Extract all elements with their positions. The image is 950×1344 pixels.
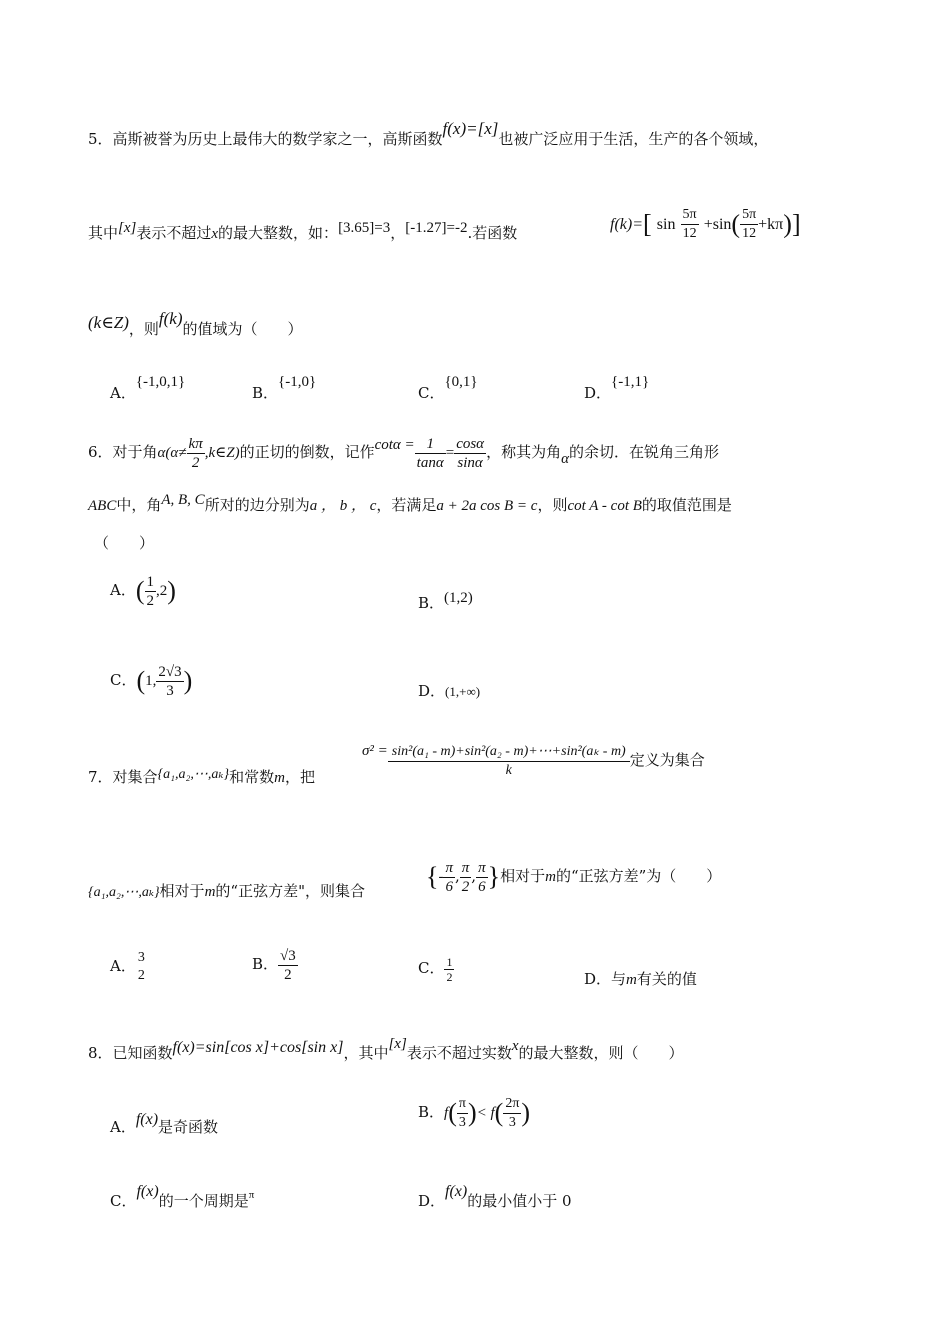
q5-text: ，则: [128, 320, 159, 338]
q6-text: 的余切．在锐角三角形: [568, 443, 719, 461]
q5-option-b[interactable]: [252, 374, 317, 403]
q6-line1: [88, 432, 719, 473]
q6-cot: cotα =: [374, 437, 415, 453]
q5-line1: [88, 119, 769, 150]
q6-option-c[interactable]: [110, 658, 192, 703]
q7-set: {a₁,a₂,⋯,aₖ}: [88, 885, 160, 900]
numerator: π: [445, 859, 453, 876]
q8-text: ，其中: [343, 1044, 389, 1062]
q7-line2: [88, 880, 365, 904]
option-label: C．: [110, 671, 137, 689]
q6-text: ，则: [537, 496, 568, 514]
q6-angles: A, B, C: [161, 492, 205, 508]
option-label: B．: [418, 594, 445, 612]
option-value: ,2: [156, 583, 168, 599]
denominator: k: [505, 762, 512, 778]
denominator: 6: [478, 878, 486, 895]
q5-text: 其中: [88, 224, 119, 242]
denominator: 2: [446, 969, 453, 984]
option-f: f(x): [136, 1183, 159, 1200]
q5-text: 的值域为（ ）: [182, 320, 303, 338]
fraction: [476, 859, 488, 896]
q5-text: .若函数: [467, 224, 518, 242]
q6-alpha2: α: [561, 451, 569, 467]
q7-formula: [362, 738, 705, 783]
numerator: cosα: [456, 435, 485, 452]
fraction: [444, 955, 454, 984]
q7-option-c[interactable]: [418, 948, 454, 988]
q6-text: ，称其为角: [486, 443, 562, 461]
q5-line3: [88, 309, 303, 340]
q5-text: 表示不超过: [136, 224, 212, 242]
q6-sides: a ， b ， c: [309, 498, 377, 514]
q5-tail: +kπ: [758, 216, 784, 233]
bracket-right-icon: ]: [791, 209, 801, 239]
numerator: π: [457, 1095, 468, 1114]
fraction: [454, 435, 486, 472]
paren-right-icon: ): [783, 209, 792, 239]
q5-cond: (k∈Z): [88, 313, 129, 332]
denominator: sinα: [457, 454, 483, 471]
denominator: 3: [458, 1114, 466, 1130]
fraction: [415, 435, 446, 472]
q7-text: 相对于: [159, 882, 205, 900]
q5-option-d[interactable]: [584, 374, 650, 403]
option-label: D．: [418, 682, 446, 700]
fraction: [278, 947, 298, 984]
q6-cond: ,k∈Z): [204, 445, 240, 461]
numerator: 1: [146, 573, 155, 590]
option-pi: π: [248, 1189, 255, 1201]
fraction: [681, 206, 699, 243]
brace-left-icon: {: [426, 862, 439, 891]
q8-line1: [88, 1036, 684, 1065]
q7-m: m: [545, 869, 556, 885]
option-f: f(x): [445, 1183, 468, 1200]
fraction: [457, 1095, 468, 1132]
numerator: kπ: [188, 435, 203, 452]
option-label: B．: [252, 384, 279, 402]
q7-option-d[interactable]: [584, 968, 697, 989]
denominator: 2: [191, 454, 200, 471]
numerator: 5π: [740, 206, 758, 225]
q8-text: 8．已知函数: [88, 1044, 173, 1062]
paren-right-icon: ): [521, 1098, 531, 1127]
fraction: [443, 859, 455, 896]
q5-bracket-x: [x]: [118, 220, 137, 236]
option-label: C．: [418, 384, 445, 402]
q5-function: [610, 204, 801, 245]
q7-text: 相对于: [500, 867, 546, 885]
paren-left-icon: (: [448, 1098, 457, 1127]
q7-sigma: σ² =: [362, 743, 388, 759]
q6-eq: =: [445, 445, 455, 461]
option-f: f: [444, 1105, 449, 1121]
q5-example-2: [-1.27]=-2: [405, 220, 468, 236]
q8-option-a[interactable]: [110, 1111, 219, 1137]
option-text: 是奇函数: [158, 1118, 219, 1136]
denominator: 12: [742, 226, 757, 241]
q8-x: x: [511, 1038, 519, 1054]
q5-option-c[interactable]: [418, 374, 478, 403]
option-label: A．: [110, 581, 136, 599]
option-m: m: [626, 972, 637, 988]
q6-alpha: α(α≠: [157, 445, 187, 461]
q5-func-head: f(k)=: [610, 216, 643, 233]
option-label: B．: [418, 1103, 445, 1121]
q5-text: 的最大整数，如：: [218, 224, 339, 242]
paren-right-icon: ): [167, 576, 176, 605]
denominator: 3: [508, 1114, 516, 1130]
numerator: √3: [280, 947, 296, 964]
fraction: [460, 859, 472, 896]
q7-text: 的“正弦方差"，则集合: [215, 882, 365, 900]
option-value: (1,+∞): [445, 684, 481, 699]
denominator: 2: [137, 968, 145, 983]
numerator: 2π: [503, 1095, 521, 1114]
q7-text: 7．对集合: [88, 768, 158, 786]
denominator: 12: [682, 226, 697, 241]
option-label: C．: [110, 1192, 137, 1210]
fraction: [136, 949, 147, 985]
q6-text: 的取值范围是: [641, 496, 732, 514]
q8-text: 表示不超过实数: [406, 1044, 512, 1062]
option-text: 的一个周期是: [158, 1192, 249, 1210]
q5-text: 5．高斯被誉为历史上最伟大的数学家之一，高斯函数: [88, 130, 443, 148]
q5-x: x: [211, 226, 219, 242]
q7-set-pi: {- $\frac{\pi}{6}$ , $\frac{\pi}{2}$ , $\frac{\pi}{6}$ }相对于m的“正弦方差”为（ ）: [426, 859, 722, 895]
q7-text: 定义为集合: [629, 751, 705, 769]
option-f: f(x): [135, 1111, 159, 1128]
q6-line2: [88, 494, 732, 517]
q5-line2: [88, 222, 517, 245]
denominator: 2: [284, 966, 292, 983]
option-label: A．: [110, 1118, 136, 1136]
option-value: {-1,1}: [611, 374, 650, 390]
q6-option-d[interactable]: [418, 680, 480, 701]
fraction: [187, 435, 205, 472]
option-value: 1,: [145, 673, 157, 689]
option-text: 有关的值: [636, 970, 697, 988]
q8-option-d[interactable]: [418, 1183, 572, 1211]
q8-option-b[interactable]: [418, 1090, 530, 1135]
q7-minus: -: [438, 869, 444, 885]
q5-gauss-func: f(x)=[x]: [442, 119, 499, 138]
option-value: (1,2): [444, 590, 473, 606]
q7-text: 的“正弦方差”为（ ）: [555, 867, 722, 885]
option-label: A．: [110, 957, 136, 975]
q7-set: {a₁,a₂,⋯,aₖ}: [157, 767, 230, 782]
q5-text: 也被广泛应用于生活，生产的各个领域，: [498, 130, 769, 148]
fraction: [503, 1095, 521, 1132]
paren-left-icon: (: [135, 576, 145, 605]
q7-m: m: [204, 884, 216, 900]
q8-function: f(x)=sin[cos x]+cos[sin x]: [172, 1039, 344, 1056]
q7-line1: [88, 766, 315, 790]
paren-right-icon: ): [467, 1098, 477, 1127]
option-label: C．: [418, 959, 445, 977]
q7-text: ，把: [284, 768, 315, 786]
bracket-left-icon: [: [643, 209, 652, 239]
q7-text: 和常数: [229, 768, 275, 786]
numerator: 5π: [681, 206, 699, 225]
q6-text: 所对的边分别为: [204, 496, 310, 514]
option-label: D．与: [584, 970, 627, 988]
q6-text: 中，角: [116, 496, 162, 514]
q6-text: ，若满足: [376, 496, 437, 514]
fraction: [145, 573, 157, 610]
q8-bracket-x: [x]: [388, 1036, 407, 1052]
numerator: 3: [137, 950, 145, 965]
paren-left-icon: (: [136, 666, 146, 695]
q5-sin: sin: [656, 216, 676, 233]
q6-expr: cot A - cot B: [567, 498, 642, 514]
q6-condition: a + 2a cos B = c: [436, 498, 538, 514]
denominator: 2: [146, 592, 155, 609]
numerator: 1: [415, 435, 446, 454]
option-text: 的最小值小于 0: [467, 1192, 572, 1210]
numerator: sin²(a₁ - m)+sin²(a₂ - m)+⋯+sin²(aₖ - m): [388, 743, 630, 762]
numerator: π: [461, 859, 470, 876]
fraction: [388, 743, 630, 780]
option-value: {-1,0,1}: [135, 374, 186, 390]
option-label: D．: [418, 1192, 446, 1210]
brace-right-icon: }: [487, 862, 501, 891]
fraction: [156, 663, 183, 700]
paren-right-icon: ): [183, 666, 193, 695]
q5-option-a[interactable]: [110, 374, 186, 403]
q6-line3: （ ）: [94, 534, 155, 552]
q7-option-b[interactable]: [252, 944, 298, 984]
option-lt: < f: [476, 1105, 495, 1121]
paren-left-icon: (: [494, 1098, 504, 1127]
paren-left-icon: (: [731, 209, 741, 239]
q7-option-a[interactable]: [110, 946, 147, 986]
q5-plus-sin: +sin: [703, 216, 732, 233]
option-label: D．: [584, 384, 612, 402]
q5-fk: f(k): [158, 309, 183, 328]
option-label: A．: [110, 384, 136, 402]
denominator: tanα: [416, 454, 444, 471]
denominator: 6: [445, 878, 453, 895]
q6-text: 6．对于角: [88, 443, 158, 461]
option-value: {-1,0}: [278, 374, 317, 390]
option-label: B．: [252, 955, 279, 973]
option-value: {0,1}: [444, 374, 478, 390]
numerator: π: [478, 859, 486, 876]
q6-abc: ABC: [88, 498, 117, 514]
q8-text: 的最大整数，则（ ）: [518, 1044, 684, 1062]
numerator: 2√3: [158, 663, 182, 680]
q6-text: 的正切的倒数，记作: [239, 443, 375, 461]
q5-sep: ，: [390, 224, 406, 242]
q6-option-a[interactable]: [110, 570, 176, 611]
q8-option-c[interactable]: [110, 1183, 255, 1211]
fraction: [740, 206, 758, 243]
q5-example-1: [3.65]=3: [338, 220, 391, 236]
denominator: 2: [461, 878, 470, 895]
q6-option-b[interactable]: [418, 592, 473, 613]
denominator: 3: [166, 682, 174, 699]
q7-m: m: [274, 770, 285, 786]
numerator: 1: [446, 954, 453, 969]
